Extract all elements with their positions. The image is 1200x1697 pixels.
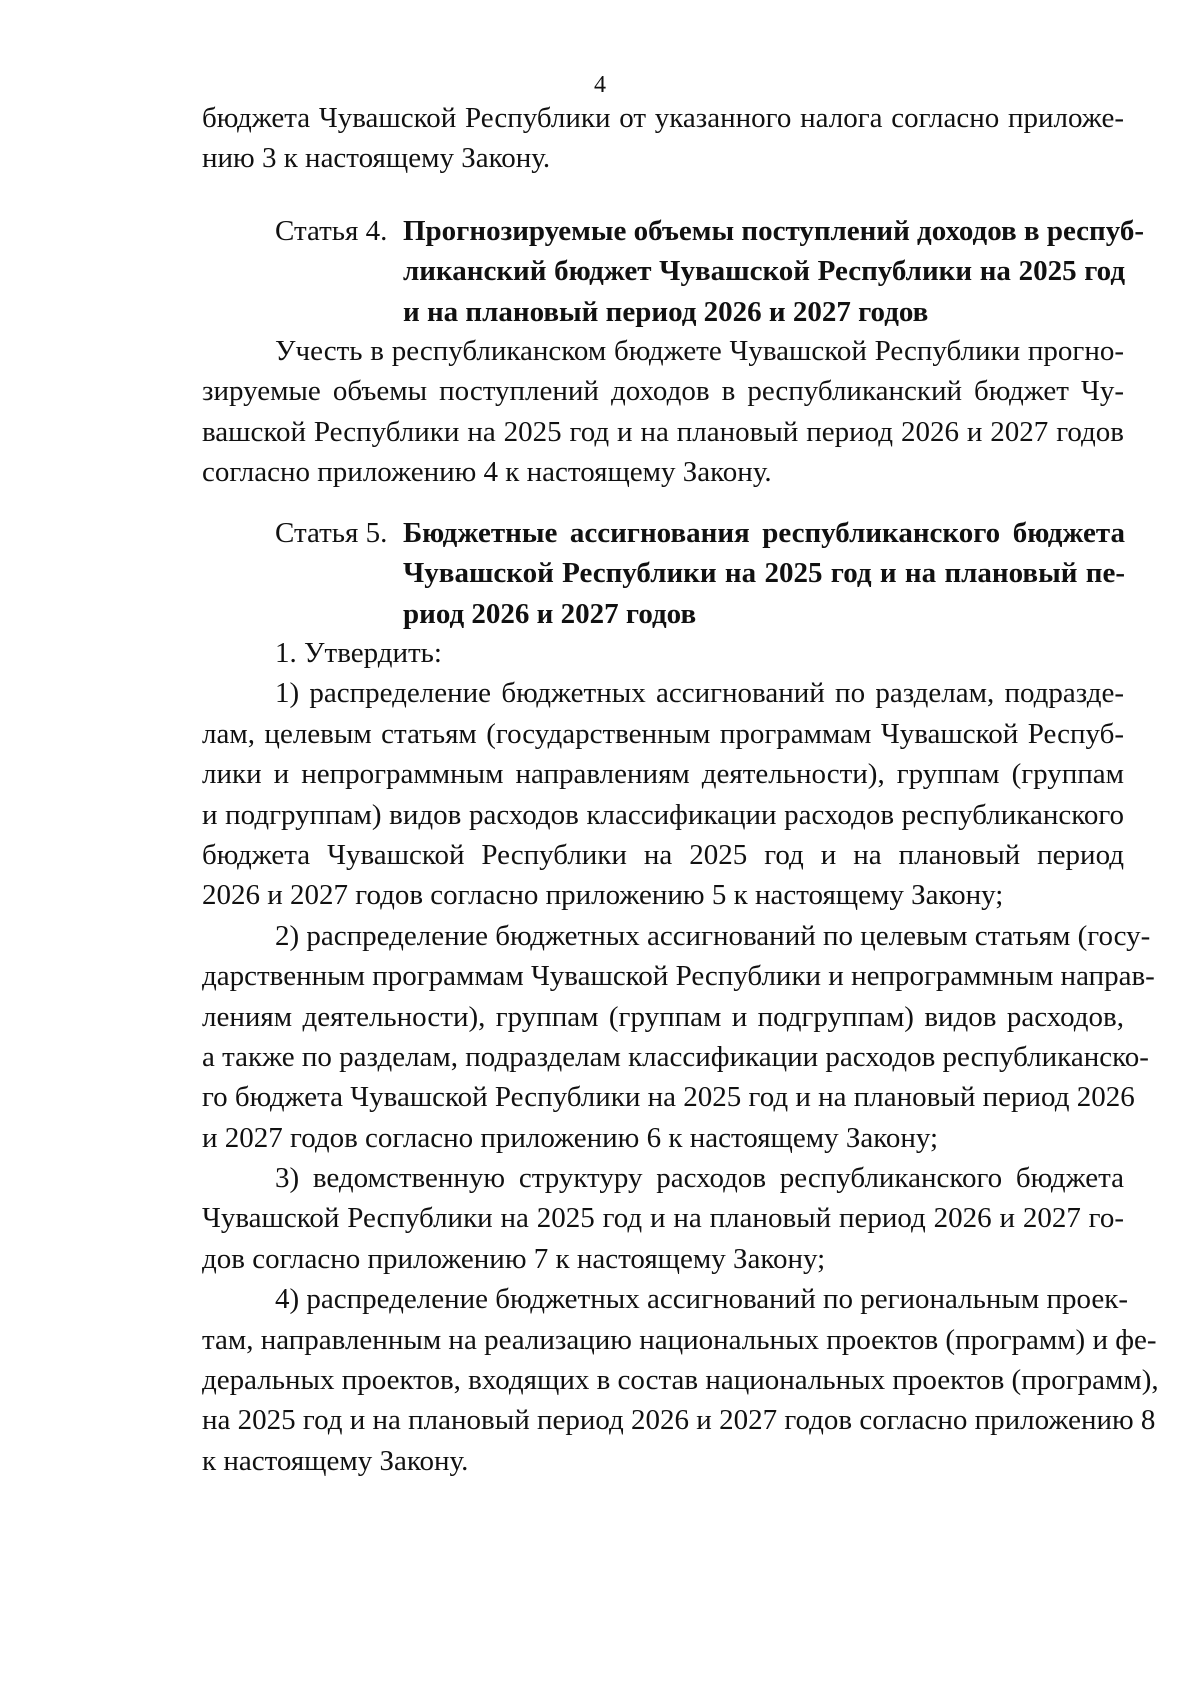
item-4-line: там, направленным на реализацию национальных проектов (программ) и фе- (202, 1323, 1157, 1356)
article4-title (403, 211, 1145, 332)
title-line: ликанский бюджет Чувашской Республики на 2025 год (403, 255, 1125, 288)
item-1-line: лики и непрограммным направлениям деятельности), группам (группам (202, 758, 1124, 791)
title-line: Прогнозируемые объемы поступлений доходов в респуб- (403, 215, 1145, 247)
text-line: вашской Республики на 2025 год и на плановый период 2026 и 2027 годов (202, 415, 1124, 448)
item-1-line: и подгруппам) видов расходов классификации расходов республиканского (202, 798, 1124, 831)
item-2-line: и 2027 годов согласно приложению 6 к настоящему Закону; (202, 1121, 939, 1154)
text-line: согласно приложению 4 к настоящему Закону. (202, 456, 772, 489)
title-line: Бюджетные ассигнования республиканского бюджета (403, 517, 1125, 549)
article4-body (202, 331, 1124, 493)
item-2-line: а также по разделам, подразделам классификации расходов республиканско- (202, 1040, 1149, 1073)
point-1: 1. Утвердить: (275, 637, 442, 669)
text-line: бюджета Чувашской Республики от указанного налога согласно приложе- (202, 102, 1124, 134)
item-1-line: бюджета Чувашской Республики на 2025 год и на плановый период (202, 838, 1124, 871)
text-line: нию 3 к настоящему Закону. (202, 142, 551, 175)
article5-label: Статья 5. (275, 517, 388, 549)
page-number: 4 (594, 72, 606, 98)
item-2-line: дарственным программам Чувашской Республики и непрограммным направ- (202, 960, 1155, 993)
title-line: Чувашской Республики на 2025 год и на плановый пе- (403, 557, 1125, 590)
item-4-line: 4) распределение бюджетных ассигнований по региональным проек- (275, 1283, 1128, 1316)
item-1-line: 1) распределение бюджетных ассигнований по разделам, подразде- (275, 677, 1124, 710)
item-3-line: Чувашской Республики на 2025 год и на плановый период 2026 и 2027 го- (202, 1202, 1124, 1235)
text-line: зируемые объемы поступлений доходов в республиканский бюджет Чу- (202, 375, 1124, 408)
article5-title (403, 513, 1125, 634)
item-3-line: дов согласно приложению 7 к настоящему Закону; (202, 1242, 826, 1275)
item-2-line: го бюджета Чувашской Республики на 2025 год и на плановый период 2026 (202, 1081, 1135, 1114)
item-1-line: 2026 и 2027 годов согласно приложению 5 к настоящему Закону; (202, 879, 1004, 912)
intro-paragraph (202, 98, 1124, 179)
text-line: Учесть в республиканском бюджете Чувашской Республики прогно- (275, 335, 1124, 367)
article4-label: Статья 4. (275, 215, 388, 247)
article5-body (202, 633, 1159, 1481)
item-3-line: 3) ведомственную структуру расходов республиканского бюджета (275, 1162, 1124, 1195)
item-2-line: 2) распределение бюджетных ассигнований по целевым статьям (госу- (275, 919, 1151, 952)
title-line: риод 2026 и 2027 годов (403, 597, 697, 630)
item-4-line: деральных проектов, входящих в состав национальных проектов (программ), (202, 1364, 1159, 1397)
item-1-line: лам, целевым статьям (государственным программам Чувашской Респуб- (202, 717, 1124, 750)
item-4-line: на 2025 год и на плановый период 2026 и 2027 годов согласно приложению 8 (202, 1404, 1156, 1437)
item-2-line: лениям деятельности), группам (группам и подгруппам) видов расходов, (202, 1000, 1124, 1033)
title-line: и на плановый период 2026 и 2027 годов (403, 295, 929, 328)
item-4-line: к настоящему Закону. (202, 1444, 469, 1477)
